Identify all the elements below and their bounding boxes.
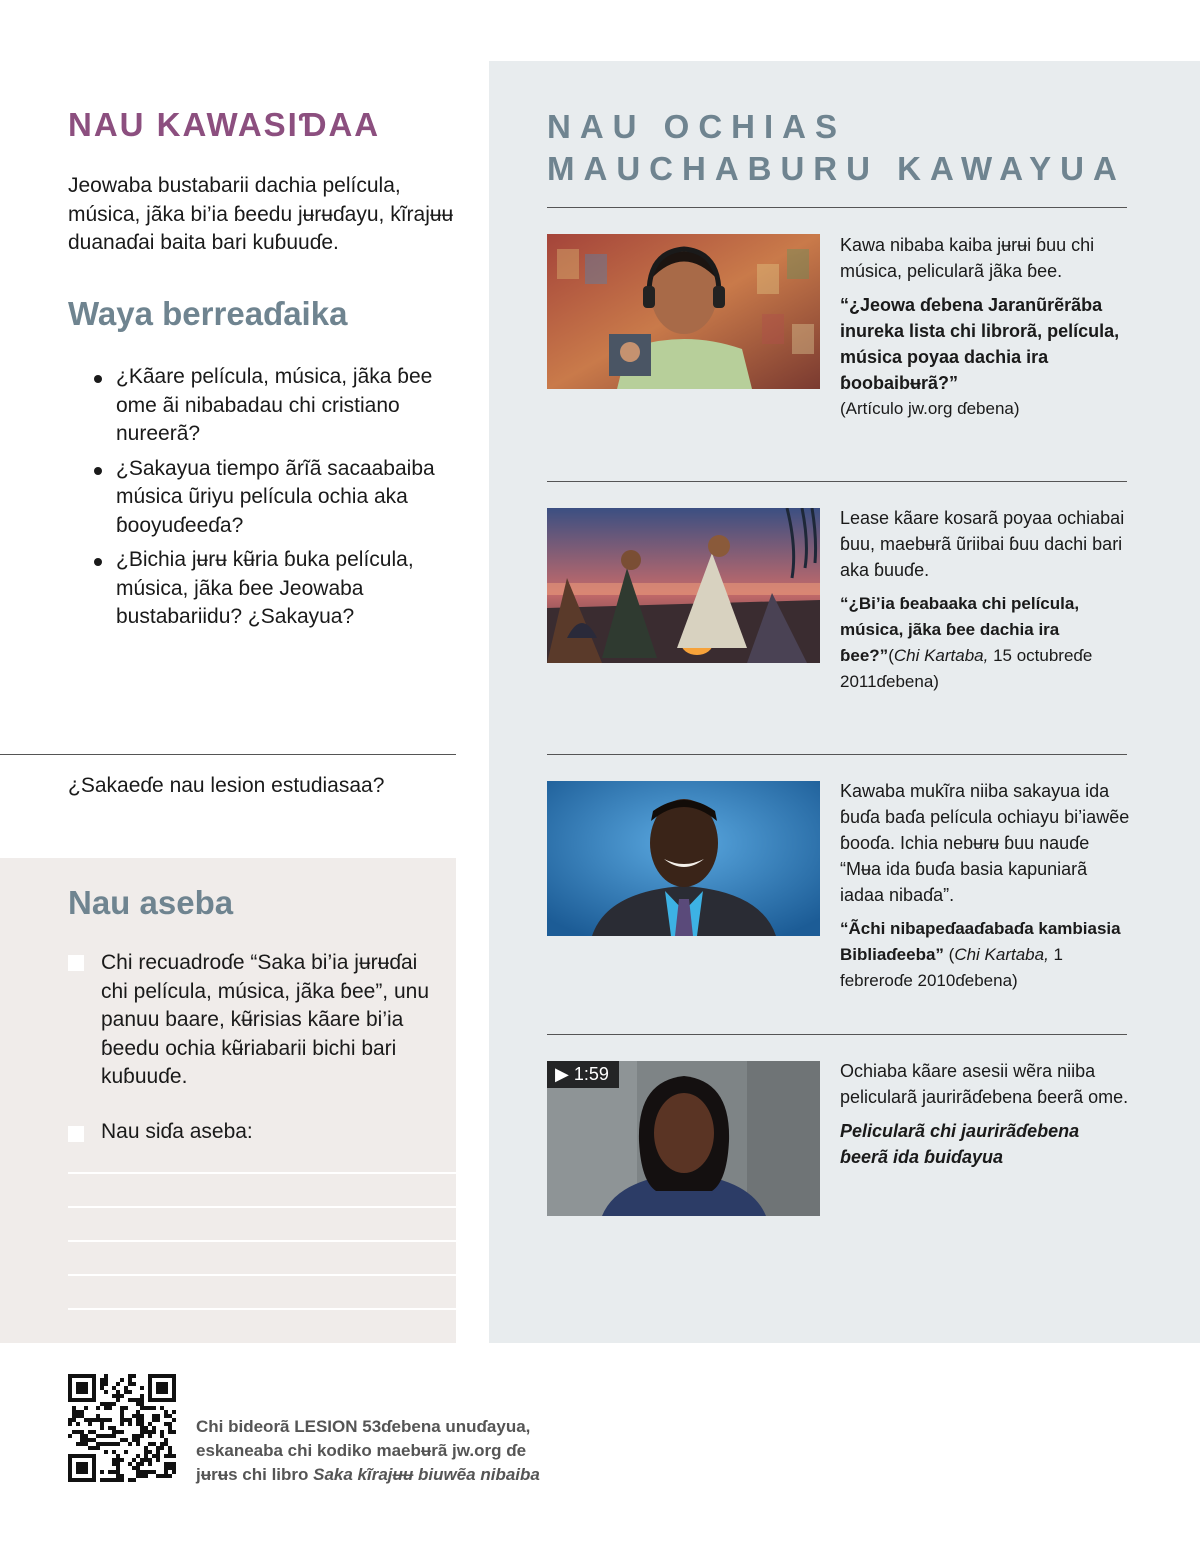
write-line[interactable]	[68, 1308, 456, 1310]
explore-item-text: Ochiaba kãare asesii wẽra niiba pelicularã jaurirãɗebena ɓeerã ome. Pelicularã chi jaurirãɗebena ɓeerã ida ɓuiɗayua	[840, 1058, 1130, 1170]
review-question-list	[92, 363, 460, 638]
explore-item-text: Lease kãare kosarã poyaa ochiabai ɓuu, maebʉrã ũriibai ɓuu dachi bari aka ɓuuɗe. “¿Bi’ia ɓeabaaka chi película, música, jãka ɓee dachia ira ɓee?”(Chi Kartaba, 15 octubreɗe 2011ɗebena)	[840, 508, 1125, 691]
review-question: ¿Bichia jʉrʉ kʉ̃ria ɓuka película, música, jãka ɓee Jeowaba bustabariidu? ¿Sakayua?	[92, 546, 460, 632]
write-line[interactable]	[68, 1240, 456, 1242]
review-question: ¿Sakayua tiempo ãrĩã sacaabaiba música ũriyu película ochia aka ɓooyuɗeeɗa?	[92, 455, 460, 541]
summary-heading: NAU KAWASIƊAA	[68, 106, 381, 143]
explore-item-text: Kawaba mukĩra niiba sakayua ida ɓuɗa baɗa película ochiayu bi’iawẽe ɓooɗa. Ichia nebʉrʉ ɓuu nauɗe “Mʉa ida ɓuɗa basia kapuniarã iadaa nibaɗa”. “Ãchi nibapeɗaaɗabaɗa kambiasia Bibliaɗeeba” (Chi Kartaba, 1 febreroɗe 2010ɗebena)	[840, 781, 1130, 990]
article-link[interactable]: “¿Bi’ia ɓeabaaka chi película, música, jãka ɓee dachia ira ɓee?”	[840, 594, 1080, 665]
try-task-text: Nau siɗa aseba:	[101, 1120, 253, 1143]
video-duration-badge: ▶ 1:59	[547, 1061, 619, 1088]
studied-question: ¿Sakaeɗe nau lesion estudiasaa?	[68, 774, 385, 797]
footer-note: Chi bideorã LESION 53ɗebena unuɗayua, eskaneaba chi kodiko maebʉrã jw.org ɗe jʉrʉs chi libro Saka kĩrajʉʉ biuwẽa nibaiba	[196, 1417, 540, 1484]
try-this-box	[0, 858, 456, 1343]
review-heading: Waya berreaɗaika	[68, 295, 348, 332]
task-checkbox[interactable]	[68, 1126, 84, 1142]
section-divider	[0, 754, 456, 755]
section-divider	[547, 207, 1127, 208]
summary-text: Jeowaba bustabarii dachia película, música, jãka bi’ia ɓeedu jʉrʉɗayu, kĩrajʉʉ duanaɗai baita bari kuɓuuɗe.	[68, 174, 454, 254]
explore-heading: NAU OCHIAS MAUCHABURU KAWAYUA	[547, 108, 1126, 187]
smiling-man-portrait[interactable]	[547, 781, 820, 936]
section-divider	[547, 1034, 1127, 1035]
review-question: ¿Kãare película, música, jãka ɓee ome ãi nibabadau chi cristiano nureerã?	[92, 363, 460, 449]
try-heading: Nau aseba	[68, 884, 234, 921]
write-line[interactable]	[68, 1274, 456, 1276]
section-divider	[547, 481, 1127, 482]
explore-item-text: Kawa nibaba kaiba jʉrʉi ɓuu chi música, pelicularã jãka ɓee. “¿Jeowa ɗebena Jaranũrẽrãba inureka lista chi librorã, película, música poyaa dachia ira ɓoobaibʉrã?” (Artículo jw.org ɗebena)	[840, 232, 1130, 422]
task-checkbox[interactable]	[68, 955, 84, 971]
article-link[interactable]: “Ãchi nibapeɗaaɗabaɗa kambiasia Bibliaɗeeba”	[840, 919, 1121, 964]
teen-with-headphones-photo[interactable]	[547, 234, 820, 389]
qr-code-icon[interactable]	[68, 1374, 176, 1482]
video-link[interactable]: Pelicularã chi jaurirãɗebena ɓeerã ida ɓuiɗayua	[840, 1121, 1080, 1167]
woman-video-thumbnail[interactable]	[547, 1061, 820, 1216]
article-link[interactable]: “¿Jeowa ɗebena Jaranũrẽrãba inureka lista chi librorã, película, música poyaa dachia ira ɓoobaibʉrã?”	[840, 295, 1120, 393]
write-line[interactable]	[68, 1172, 456, 1174]
section-divider	[547, 754, 1127, 755]
jesus-campfire-illustration[interactable]	[547, 508, 820, 663]
write-line[interactable]	[68, 1206, 456, 1208]
try-task-text: Chi recuadroɗe “Saka bi’ia jʉrʉɗai chi película, música, jãka ɓee”, unu panuu baare, kʉ̃risias kãare bi’ia ɓeedu ochia kʉ̃riabarii bichi bari kuɓuuɗe.	[101, 951, 430, 1088]
